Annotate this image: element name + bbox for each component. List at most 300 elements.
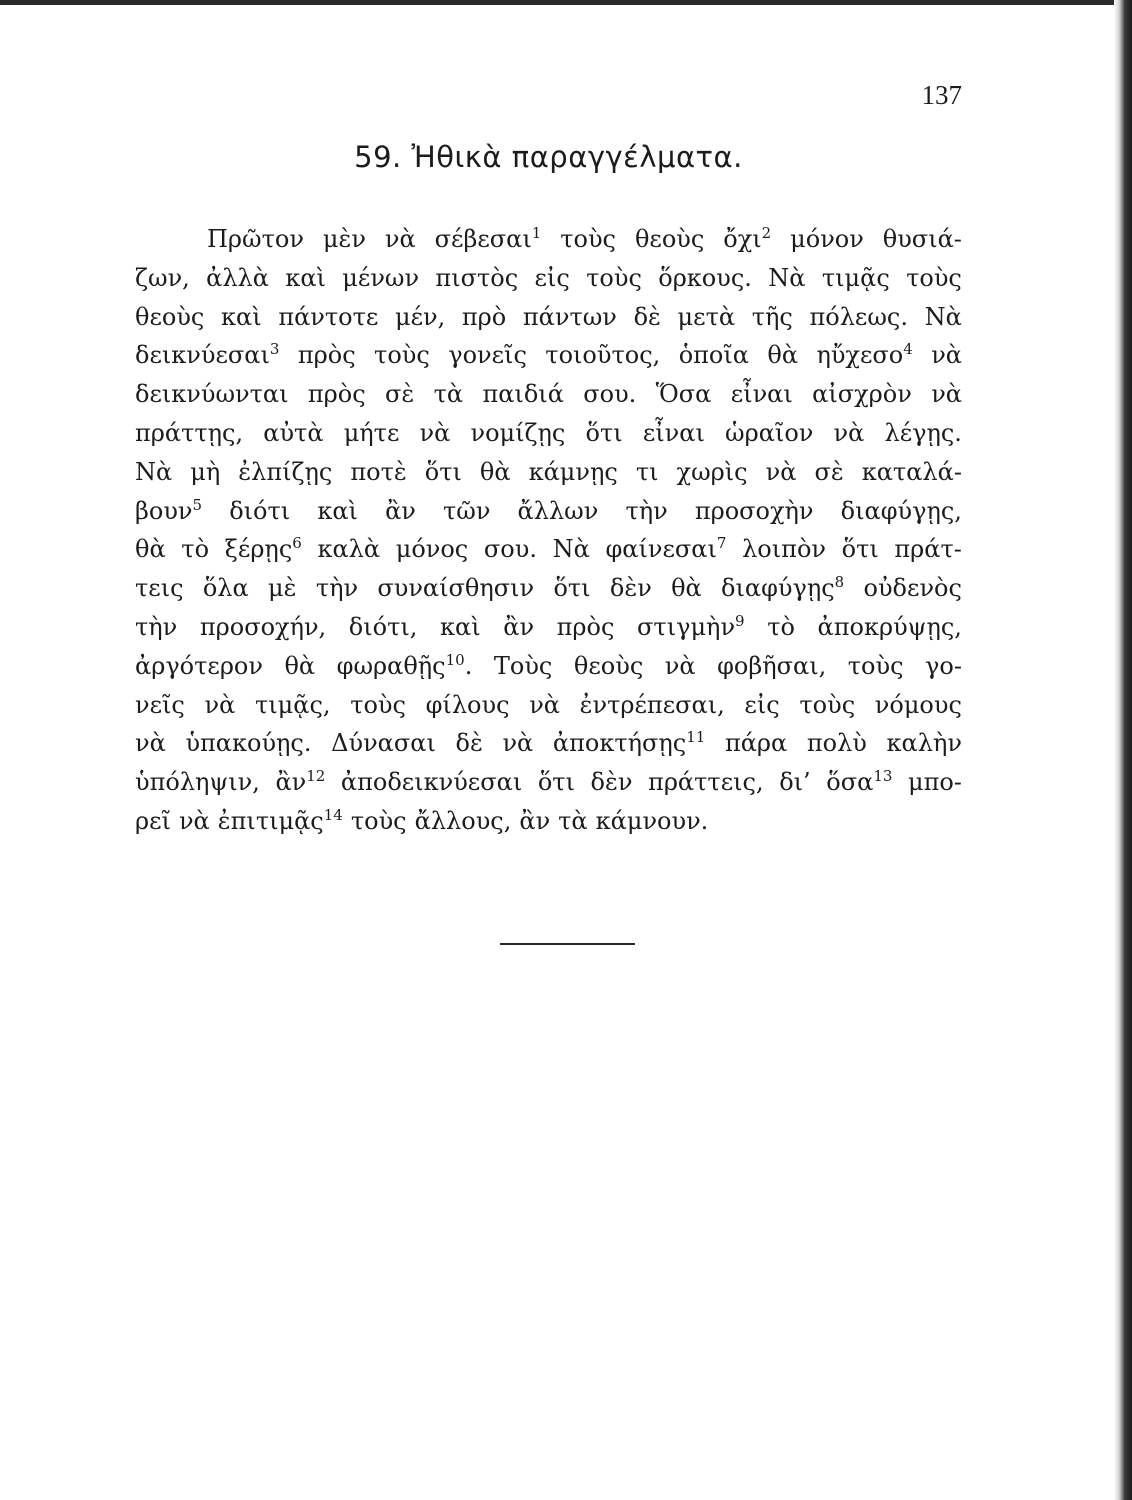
word <box>677 453 748 492</box>
word-text: Δύνασαι <box>331 729 436 758</box>
text-line <box>135 453 962 492</box>
word-text: Πρῶτον <box>207 225 304 253</box>
text-line <box>135 492 962 531</box>
footnote-marker: 14 <box>323 805 343 824</box>
word-text: καὶ <box>317 496 358 525</box>
footnote-marker: 12 <box>306 767 326 786</box>
word-text: παιδιά <box>482 380 564 409</box>
word-text: νόμους <box>874 690 962 719</box>
word <box>529 686 560 725</box>
word-text: τὴν <box>315 574 359 603</box>
word <box>425 453 462 492</box>
word <box>135 336 279 375</box>
word-text: νὰ <box>765 457 797 486</box>
word-text: ἂν <box>385 496 416 525</box>
word <box>484 530 537 569</box>
word-text: Νὰ <box>768 263 806 292</box>
word-text: τοὺς <box>350 690 406 719</box>
word-text: κάμνουν. <box>595 806 709 835</box>
word <box>503 608 534 647</box>
word-text: ζων, <box>135 263 190 292</box>
word <box>268 569 296 608</box>
word <box>218 802 343 841</box>
word <box>135 530 166 569</box>
word-text: τιμᾷς <box>821 263 890 292</box>
word-text: αἰσχρὸν <box>812 380 912 409</box>
word <box>558 802 587 841</box>
word <box>135 298 204 337</box>
word <box>583 375 636 414</box>
word-text: διότι <box>229 496 291 525</box>
word <box>553 530 590 569</box>
word <box>591 763 633 802</box>
word <box>894 530 961 569</box>
word-text: καλὴν <box>886 729 962 758</box>
word <box>135 492 202 531</box>
word-text: φίλους <box>425 690 510 719</box>
word-text: θὰ <box>767 341 799 370</box>
word <box>814 453 843 492</box>
word-text: ὑπόληψιν, <box>135 768 260 797</box>
word <box>807 724 867 763</box>
body-text <box>135 220 962 841</box>
word-text: θὰ <box>671 574 702 603</box>
word <box>206 259 269 298</box>
word-text: νὰ <box>135 729 166 758</box>
word-text: μὲ <box>268 574 297 603</box>
word <box>658 259 752 298</box>
word-text: σου. <box>583 380 637 409</box>
text-line <box>135 375 962 414</box>
word <box>255 686 331 725</box>
word-text: ὡραῖον <box>725 418 814 447</box>
word-text: ξέρῃς <box>224 535 293 564</box>
word <box>766 453 797 492</box>
word-text: νὰ <box>931 380 962 409</box>
word <box>317 492 358 531</box>
text-line <box>135 647 962 686</box>
word <box>678 298 736 337</box>
word <box>185 724 311 763</box>
word-text: ἂν <box>503 612 535 641</box>
word-text: ἀργότερον <box>135 651 263 680</box>
word-text: σου. <box>483 535 537 564</box>
word <box>205 686 236 725</box>
word <box>742 530 826 569</box>
word <box>135 724 166 763</box>
word-text: τοὺς <box>350 806 407 835</box>
word <box>790 220 864 259</box>
word <box>560 220 616 259</box>
word <box>848 647 904 686</box>
word <box>351 802 407 841</box>
footnote-marker: 9 <box>735 611 745 630</box>
word <box>337 647 473 686</box>
text-line <box>135 220 962 259</box>
scan-edge-top <box>0 0 1132 5</box>
word <box>518 492 599 531</box>
word <box>875 686 962 725</box>
word-text: τὸ <box>767 612 795 641</box>
word-text: εἶναι <box>730 380 793 409</box>
page-title: 59. Ἠθικὰ παραγγέλματα. <box>354 140 743 174</box>
word-text: ὑπακούῃς. <box>185 729 312 758</box>
word-text: θὰ <box>284 651 316 680</box>
word <box>925 298 962 337</box>
word <box>695 492 814 531</box>
word <box>822 259 890 298</box>
word <box>679 336 749 375</box>
word <box>341 763 522 802</box>
text-line <box>135 608 962 647</box>
word-text: διαφύγῃς <box>721 574 835 603</box>
word-text: ὄχι <box>723 225 762 253</box>
word <box>317 530 380 569</box>
footnote-marker: 13 <box>873 767 893 786</box>
word-text: ηὔχεσο <box>816 341 904 370</box>
word <box>396 530 469 569</box>
word-text: μένων <box>342 263 420 292</box>
word <box>502 724 533 763</box>
text-line <box>135 298 962 337</box>
word <box>637 608 745 647</box>
word-text: νὰ <box>833 418 865 447</box>
word <box>435 220 542 259</box>
word-text: χωρὶς <box>676 457 748 486</box>
word <box>350 686 406 725</box>
footnote-marker: 2 <box>761 224 772 242</box>
word <box>816 336 912 375</box>
word-text: τι <box>635 457 659 486</box>
word <box>135 647 263 686</box>
word-text: πολὺ <box>806 729 867 758</box>
word <box>884 414 961 453</box>
word <box>767 336 798 375</box>
word-text: πράτ- <box>894 535 962 564</box>
word-text: τὴν <box>625 496 668 525</box>
word-text: ρεῖ <box>135 806 171 835</box>
word <box>731 375 793 414</box>
word-text: μόνον <box>790 225 864 253</box>
word <box>519 802 550 841</box>
word-text: σέβεσαι <box>434 225 532 253</box>
word-text: νεῖς <box>135 690 185 719</box>
word-text: εἰς <box>534 263 570 292</box>
word <box>717 647 826 686</box>
word-text: ὅτι <box>537 768 575 797</box>
word <box>316 569 358 608</box>
word <box>207 220 304 259</box>
word <box>523 298 617 337</box>
word-text: τοὺς <box>847 651 904 680</box>
word-text: διότι, <box>348 612 418 641</box>
word <box>665 647 696 686</box>
word-text: λέγῃς. <box>884 418 962 447</box>
word <box>470 414 565 453</box>
word <box>862 453 962 492</box>
word-text: πρὸ <box>461 302 507 331</box>
word-text: ἄλλων <box>517 496 599 525</box>
word-text: θεοὺς <box>135 302 205 331</box>
word <box>557 608 615 647</box>
word <box>135 453 172 492</box>
word <box>456 724 483 763</box>
word-text: πόλεως. <box>809 302 908 331</box>
word <box>435 259 518 298</box>
word-text: τῶν <box>442 496 491 525</box>
word <box>385 375 414 414</box>
text-line <box>135 414 962 453</box>
word-text: νὰ <box>384 225 416 253</box>
word-text: μὴ <box>190 457 221 486</box>
word <box>181 530 209 569</box>
word <box>586 259 642 298</box>
word-text: ὅτι <box>424 457 462 486</box>
word <box>721 569 844 608</box>
word-text: θεοὺς <box>634 225 705 253</box>
word-text: δὲν <box>609 574 652 603</box>
word-text: πάντοτε <box>278 302 379 331</box>
word-text: ὅτι <box>553 574 591 603</box>
word-text: πάντων <box>522 302 617 331</box>
word <box>723 220 771 259</box>
word-text: ὁποῖα <box>678 341 749 370</box>
word <box>925 647 962 686</box>
word-text: μόνος <box>395 535 469 564</box>
word-text: ὅσα <box>826 768 874 797</box>
word <box>238 453 332 492</box>
word-text: ἄλλους, <box>414 806 512 835</box>
word-text: ἀποκρύψῃς, <box>817 612 962 641</box>
word <box>135 763 260 802</box>
word <box>323 220 366 259</box>
word-text: τὴν <box>135 612 178 641</box>
word-text: ἀποκτήσῃς <box>552 729 687 758</box>
word-text: φοβῆσαι, <box>717 651 827 680</box>
word <box>596 802 709 841</box>
word-text: θὰ <box>135 535 166 564</box>
word-text: μὲν <box>322 225 366 253</box>
word-text: γονεῖς <box>448 341 527 370</box>
word <box>634 298 661 337</box>
word-text: ὅτι <box>841 535 879 564</box>
word-text: στιγμὴν <box>637 612 736 641</box>
text-line <box>135 530 962 569</box>
word <box>278 298 378 337</box>
word <box>448 336 527 375</box>
word <box>203 569 249 608</box>
word <box>135 569 184 608</box>
word-text: πράττεις, <box>648 768 764 797</box>
word <box>200 608 326 647</box>
word <box>586 414 623 453</box>
word <box>931 375 962 414</box>
word-text: Νὰ <box>135 457 173 486</box>
word <box>648 763 764 802</box>
word-text: φαίνεσαι <box>605 535 717 564</box>
word-text: ἀλλὰ <box>206 263 269 292</box>
word <box>643 414 705 453</box>
word-text: μπο- <box>907 768 962 797</box>
word-text: καλὰ <box>317 535 381 564</box>
word <box>812 375 912 414</box>
word <box>374 336 430 375</box>
word-text: νὰ <box>178 806 210 835</box>
word <box>842 530 879 569</box>
word-text: καὶ <box>285 263 326 292</box>
word-text: μήτε <box>343 418 400 447</box>
section-end-rule <box>500 943 635 945</box>
word-text: πρὸς <box>556 612 615 641</box>
footnote-marker: 3 <box>269 340 280 359</box>
word <box>331 724 436 763</box>
word-text: καταλά- <box>861 457 962 486</box>
text-line <box>135 686 962 725</box>
word-text: ἐλπίζῃς <box>238 457 333 486</box>
scan-edge-right <box>1114 0 1132 1500</box>
footnote-marker: 4 <box>903 340 913 359</box>
word <box>553 569 590 608</box>
text-line <box>135 259 962 298</box>
word <box>752 298 793 337</box>
word-text: μετὰ <box>677 302 736 331</box>
word-text: βουν <box>135 496 193 525</box>
word-text: αὐτὰ <box>263 418 324 447</box>
word <box>344 414 400 453</box>
word-text: σὲ <box>385 380 415 409</box>
text-line <box>135 763 962 802</box>
word <box>908 763 962 802</box>
word-text: ἀποδεικνύεσαι <box>340 768 523 797</box>
word-text: Ὅσα <box>655 380 712 409</box>
footnote-marker: 11 <box>686 728 706 747</box>
word-text: εἶναι <box>642 418 705 447</box>
word-text: δεικνύεσαι <box>135 341 270 370</box>
word-text: νὰ <box>529 690 560 719</box>
word <box>799 686 855 725</box>
word <box>809 298 908 337</box>
word-text: θὰ <box>479 457 511 486</box>
word <box>440 608 481 647</box>
word-text: πράττῃς, <box>135 418 244 447</box>
text-line <box>135 569 962 608</box>
word <box>263 414 323 453</box>
word <box>377 569 534 608</box>
word-text: τεις <box>135 574 184 603</box>
word <box>931 336 962 375</box>
word <box>883 220 962 259</box>
word-text: φωραθῇς <box>336 651 446 680</box>
word-text: θυσιά- <box>882 225 962 253</box>
text-line <box>135 724 962 763</box>
word-text: δὲ <box>633 302 661 331</box>
word-text: οὐδενὸς <box>863 574 962 603</box>
word <box>818 608 962 647</box>
word-text: λοιπὸν <box>742 535 826 564</box>
word <box>284 647 315 686</box>
word <box>834 414 865 453</box>
word-text: δὲ <box>455 729 483 758</box>
word-text: πρὸς <box>297 341 356 370</box>
word-text: προσοχὴν <box>694 496 814 525</box>
word <box>779 763 811 802</box>
word-text: θεοὺς <box>573 651 644 680</box>
word <box>135 414 243 453</box>
word-text: κάμνῃς <box>528 457 618 486</box>
word <box>135 802 171 841</box>
word-text: Τοὺς <box>493 651 553 680</box>
word <box>610 569 652 608</box>
word-text: τοιοῦτος, <box>545 341 661 370</box>
word-text: ἐντρέπεσαι, <box>579 690 725 719</box>
word-text: νὰ <box>931 341 962 370</box>
word <box>725 724 787 763</box>
footnote-marker: 6 <box>292 534 302 553</box>
word-text: δὲν <box>590 768 633 797</box>
word-text: τοὺς <box>799 690 856 719</box>
word-text: νομίζῃς <box>470 418 566 447</box>
word <box>605 530 726 569</box>
word-text: ὅρκους. <box>658 263 752 292</box>
word-text: ὅλα <box>202 574 249 603</box>
word-text: καὶ <box>440 612 481 641</box>
word-text: νὰ <box>419 418 451 447</box>
word <box>767 608 795 647</box>
footnote-marker: 8 <box>834 573 845 592</box>
word-text: δεικνύωνται <box>135 380 289 409</box>
word <box>350 453 406 492</box>
punctuation: . <box>464 651 473 680</box>
word-text: νὰ <box>204 690 236 719</box>
word <box>545 336 660 375</box>
word <box>349 608 418 647</box>
word <box>538 763 575 802</box>
word <box>656 375 712 414</box>
word <box>574 647 643 686</box>
word-text: μέν, <box>394 302 446 331</box>
word-text: νὰ <box>502 729 534 758</box>
word <box>135 686 185 725</box>
word <box>725 414 813 453</box>
word-text: νὰ <box>664 651 696 680</box>
word <box>135 375 289 414</box>
footnote-marker: 1 <box>531 224 542 242</box>
word <box>221 298 262 337</box>
word <box>480 453 511 492</box>
word-text: διαφύγῃς, <box>840 496 962 525</box>
word-text: δι’ <box>779 768 811 797</box>
word-text: πιστὸς <box>435 263 519 292</box>
word <box>308 375 366 414</box>
word-text: τοὺς <box>586 263 642 292</box>
word <box>298 336 356 375</box>
word-text: ποτὲ <box>350 457 407 486</box>
word <box>229 492 290 531</box>
word-text: ὅτι <box>585 418 623 447</box>
word-text: συναίσθησιν <box>377 574 535 603</box>
word <box>415 802 512 841</box>
word-text: ἐπιτιμᾷς <box>217 806 324 835</box>
word-text: γο- <box>925 651 962 680</box>
word <box>443 492 490 531</box>
word <box>625 492 667 531</box>
word-text: τοὺς <box>560 225 616 253</box>
footnote-marker: 10 <box>445 650 465 669</box>
word <box>635 220 704 259</box>
word-text: ἂν <box>275 768 307 797</box>
word-text: πάρα <box>724 729 788 758</box>
word <box>744 686 779 725</box>
